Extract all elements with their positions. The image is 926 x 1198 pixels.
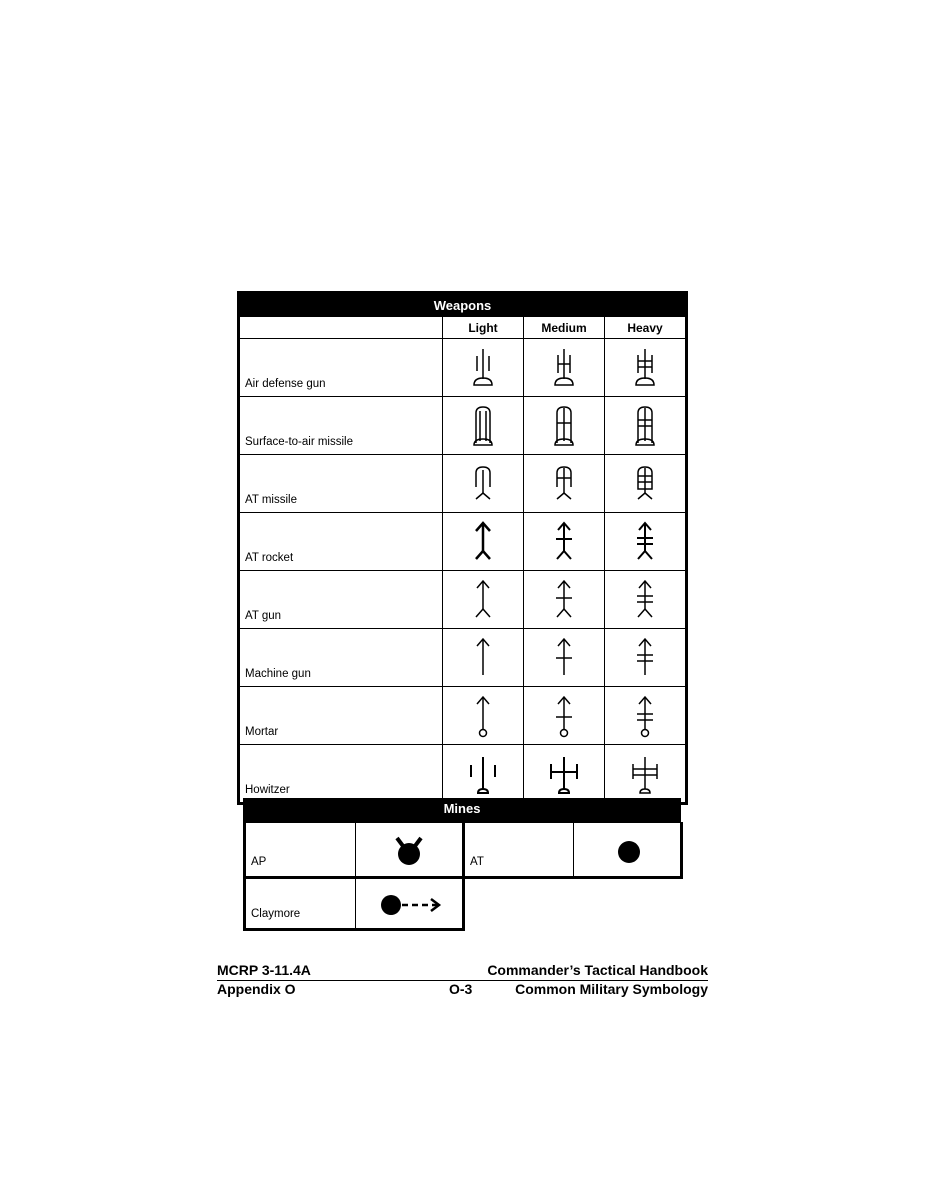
footer-bottom — [217, 981, 708, 999]
at-gun-heavy-icon — [625, 577, 665, 623]
claymore-mine-icon — [378, 890, 448, 920]
row-label: Mortar — [239, 687, 443, 745]
howitzer-heavy-icon — [625, 751, 665, 797]
at-missile-medium-icon — [544, 461, 584, 507]
howitzer-light-icon — [463, 751, 503, 797]
table-row — [239, 455, 687, 513]
publication-number: MCRP 3-11.4A — [217, 962, 311, 978]
howitzer-medium-icon — [544, 751, 584, 797]
row-label: Howitzer — [239, 745, 443, 804]
handbook-title: Commander’s Tactical Handbook — [487, 962, 708, 978]
table-row — [239, 513, 687, 571]
table-row — [239, 745, 687, 804]
row-label: AT rocket — [239, 513, 443, 571]
machine-gun-medium-icon — [544, 635, 584, 681]
weapons-table — [237, 291, 688, 796]
footer-top — [217, 962, 708, 980]
at-gun-medium-icon — [544, 577, 584, 623]
table-row — [239, 629, 687, 687]
mines-title: Mines — [243, 798, 681, 823]
surface-to-air-missile-medium-icon — [544, 403, 584, 449]
air-defense-gun-medium-icon — [544, 345, 584, 391]
at-mine-icon — [614, 837, 644, 867]
surface-to-air-missile-light-icon — [463, 403, 503, 449]
at-rocket-heavy-icon — [625, 519, 665, 565]
page-number: O-3 — [449, 981, 473, 997]
table-row — [239, 339, 687, 397]
table-row — [239, 571, 687, 629]
column-heavy: Heavy — [605, 317, 687, 339]
row-label: Air defense gun — [239, 339, 443, 397]
row-label: AT missile — [239, 455, 443, 513]
row-label: AT gun — [239, 571, 443, 629]
mine-label-claymore: Claymore — [251, 908, 301, 920]
column-light: Light — [443, 317, 524, 339]
ap-mine-icon — [389, 830, 429, 870]
mortar-light-icon — [463, 693, 503, 739]
at-rocket-light-icon — [463, 519, 503, 565]
blank-header — [239, 317, 443, 339]
air-defense-gun-light-icon — [463, 345, 503, 391]
air-defense-gun-heavy-icon — [625, 345, 665, 391]
appendix-label: Appendix O — [217, 981, 296, 997]
weapons-title: Weapons — [239, 293, 687, 317]
row-label: Surface-to-air missile — [239, 397, 443, 455]
mine-claymore-box — [243, 876, 465, 931]
machine-gun-light-icon — [463, 635, 503, 681]
column-medium: Medium — [524, 317, 605, 339]
mine-at-box — [462, 822, 683, 879]
mine-label-ap: AP — [251, 856, 267, 868]
table-row — [239, 397, 687, 455]
at-gun-light-icon — [463, 577, 503, 623]
mine-label-at: AT — [470, 856, 484, 868]
at-rocket-medium-icon — [544, 519, 584, 565]
at-missile-heavy-icon — [625, 461, 665, 507]
mortar-heavy-icon — [625, 693, 665, 739]
at-missile-light-icon — [463, 461, 503, 507]
chapter-title: Common Military Symbology — [515, 981, 708, 997]
machine-gun-heavy-icon — [625, 635, 665, 681]
table-row — [239, 687, 687, 745]
row-label: Machine gun — [239, 629, 443, 687]
mortar-medium-icon — [544, 693, 584, 739]
mine-ap-box — [243, 822, 465, 879]
surface-to-air-missile-heavy-icon — [625, 403, 665, 449]
